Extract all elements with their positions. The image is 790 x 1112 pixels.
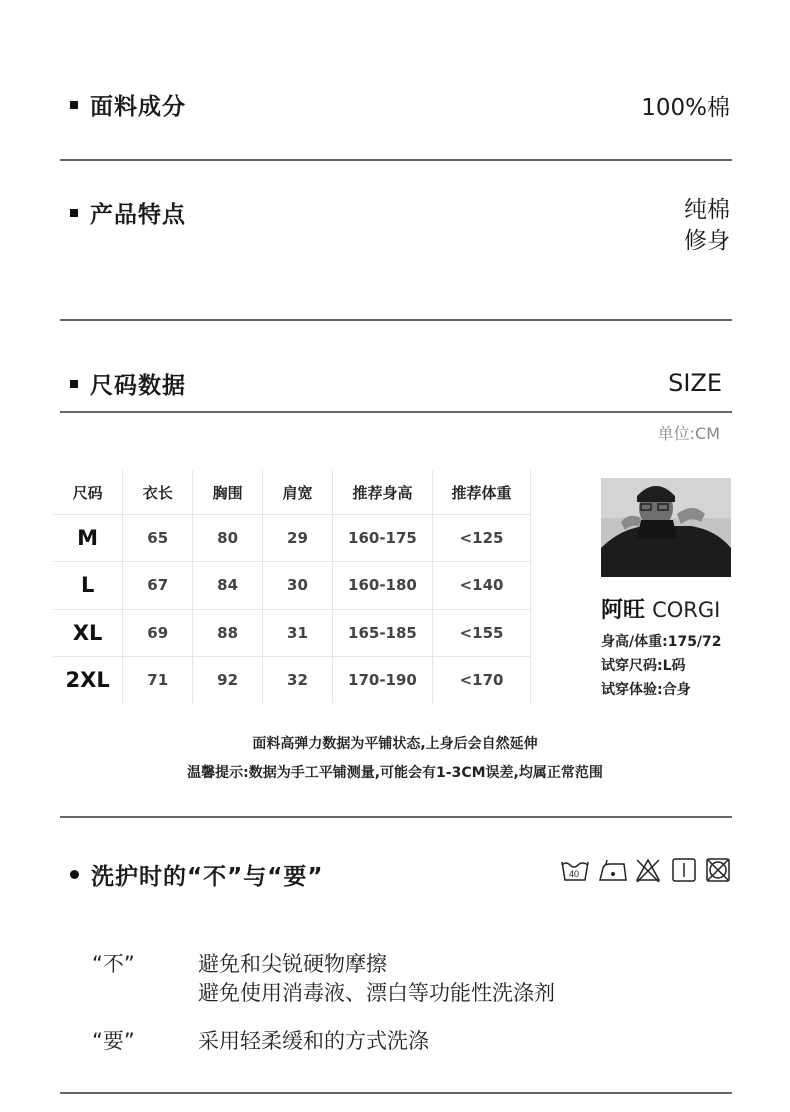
model-name [601,593,720,624]
model-name-en: CORGI [652,598,721,622]
cell-height: 160-175 [332,515,432,562]
iron-icon [600,860,626,880]
care-title: 洗护时的“不”与“要” [91,864,324,890]
model-photo-illustration [601,478,731,577]
size-title: 尺码数据 [90,373,186,399]
bullet-square [70,209,78,217]
wash-40-icon [562,862,588,880]
cell-size: L [53,562,123,609]
cell-chest: 84 [193,562,263,609]
cell-shoulder: 31 [263,609,333,656]
divider [60,159,732,161]
model-try-feel: 试穿体验:合身 [601,682,691,698]
unit-label: 单位:CM [657,424,720,443]
divider [60,319,732,321]
cell-shoulder: 30 [263,562,333,609]
cell-length: 69 [123,609,193,656]
cell-shoulder: 32 [263,656,333,703]
dont-item: 避免和尖锐硬物摩擦 [198,952,387,976]
table-header-row [53,470,531,515]
fabric-section [70,88,186,121]
model-try-size: 试穿尺码:L码 [601,658,686,674]
table-row [53,656,531,703]
cell-chest: 88 [193,609,263,656]
feature-item: 修身 [684,228,730,254]
note-elasticity: 面料高弹力数据为平铺状态,上身后会自然延伸 [252,736,538,752]
header-shoulder: 肩宽 [263,470,333,515]
divider [60,816,732,818]
cell-weight: <125 [433,515,531,562]
no-tumble-dry-icon [707,859,729,881]
cell-weight: <155 [433,609,531,656]
note-measurement: 温馨提示:数据为手工平铺测量,可能会有1-3CM误差,均属正常范围 [187,765,603,781]
table-row [53,562,531,609]
table-row [53,515,531,562]
header-size: 尺码 [53,470,123,515]
cell-height: 170-190 [332,656,432,703]
size-label: SIZE [668,369,722,397]
table-row [53,609,531,656]
features-section [70,196,186,229]
bullet-square [70,380,78,388]
model-photo [601,478,731,577]
size-table [53,470,531,703]
divider [60,1092,732,1094]
cell-shoulder: 29 [263,515,333,562]
fabric-title: 面料成分 [90,94,186,120]
line-dry-icon [673,859,695,881]
do-item: 采用轻柔缓和的方式洗涤 [198,1029,429,1053]
feature-item: 纯棉 [684,197,730,223]
do-label: “要” [92,1029,135,1053]
dont-label: “不” [92,952,135,976]
model-name-cn: 阿旺 [601,598,646,623]
bullet-dot [70,870,79,879]
wash-temp-label: 40 [569,869,580,879]
cell-length: 71 [123,656,193,703]
divider [60,411,732,413]
features-title: 产品特点 [90,202,186,228]
cell-height: 165-185 [332,609,432,656]
cell-length: 65 [123,515,193,562]
cell-weight: <140 [433,562,531,609]
cell-height: 160-180 [332,562,432,609]
fabric-value: 100%棉 [641,95,730,121]
header-chest: 胸围 [193,470,263,515]
model-height-weight: 身高/体重:175/72 [601,634,722,650]
header-length: 衣长 [123,470,193,515]
cell-size: XL [53,609,123,656]
header-weight: 推荐体重 [433,470,531,515]
cell-chest: 92 [193,656,263,703]
cell-weight: <170 [433,656,531,703]
cell-chest: 80 [193,515,263,562]
bullet-square [70,101,78,109]
care-section [70,858,323,891]
care-icons [560,856,732,886]
cell-size: 2XL [53,656,123,703]
cell-size: M [53,515,123,562]
cell-length: 67 [123,562,193,609]
header-height: 推荐身高 [332,470,432,515]
size-section [70,367,186,400]
dont-item: 避免使用消毒液、漂白等功能性洗涤剂 [198,981,555,1005]
no-bleach-icon [637,860,659,882]
